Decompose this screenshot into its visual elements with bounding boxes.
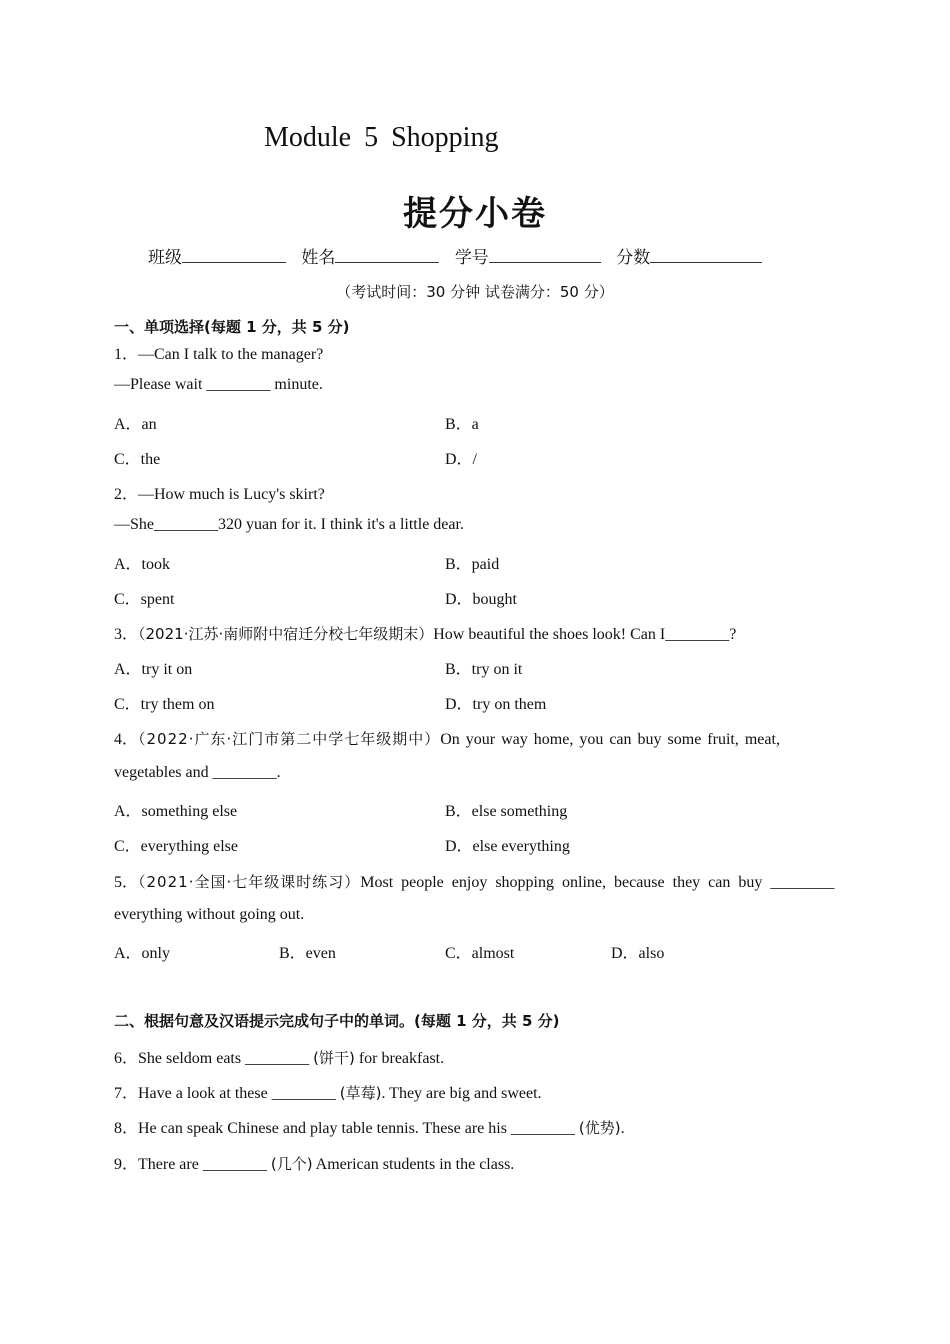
q3-option-b[interactable]: B．try on it [445,661,523,678]
q4-line2: vegetables and ________. [114,764,281,781]
q4-option-a[interactable]: A．something else [114,803,238,820]
q2-option-b[interactable]: B．paid [445,556,500,573]
q5-source: （2021·全国·七年级课时练习） [138,873,361,891]
q1-line2: —Please wait ________ minute. [114,376,323,393]
q3-option-c[interactable]: C．try them on [114,696,215,713]
q9-sentence [114,1151,514,1174]
exam-info: （考试时间：30 分钟 试卷满分：50 分） [336,283,614,301]
q6-sentence [114,1045,444,1068]
score-blank[interactable] [650,246,762,263]
q3-source: （2021·江苏·南师附中宿迁分校七年级期末） [138,625,434,643]
q4-option-b[interactable]: B．else something [445,803,568,820]
q2-line2: —She________320 yuan for it. I think it's a little dear. [114,516,464,533]
q1-stem: 1．—Can I talk to the manager? [114,346,324,363]
score-label: 分数 [616,248,651,268]
q8-hint: (优势) [578,1119,621,1137]
section-2-title: 二、根据句意及汉语提示完成句子中的单词。(每题 1 分，共 5 分) [114,1012,560,1030]
q3-stem [114,621,736,644]
q1-option-b[interactable]: B．a [445,416,479,433]
q5-stem [114,869,834,892]
q3-option-d[interactable]: D．try on them [445,696,547,713]
q6-hint: (饼干) [313,1049,355,1067]
q7-pre: 7．Have a look at these ________ [114,1085,340,1102]
q5-text: Most people enjoy shopping online, because they can buy ________ [360,874,835,891]
q2-option-d[interactable]: D．bought [445,591,518,608]
q9-post: American students in the class. [312,1156,515,1173]
q7-post: . They are big and sweet. [381,1085,542,1102]
q5-line2: everything without going out. [114,906,305,923]
name-blank[interactable] [335,246,439,263]
q2-stem: 2．—How much is Lucy's skirt? [114,486,325,503]
q3-text: How beautiful the shoes look! Can I________? [433,626,737,643]
q2-option-c[interactable]: C．spent [114,591,175,608]
module-title: Module 5 Shopping [264,122,499,153]
q6-post: for breakfast. [354,1050,445,1067]
class-label: 班级 [148,248,182,268]
q5-number: 5． [114,874,139,891]
q1-option-a[interactable]: A．an [114,416,157,433]
q8-pre: 8．He can speak Chinese and play table tennis. These are his ________ [114,1120,579,1137]
q9-hint: (几个) [270,1155,313,1173]
q3-number: 3． [114,626,139,643]
q6-pre: 6．She seldom eats ________ [114,1050,314,1067]
q5-option-c[interactable]: C．almost [445,945,515,962]
section-1-title: 一、单项选择(每题 1 分，共 5 分) [114,318,350,336]
student-id-blank[interactable] [489,246,601,263]
q5-option-a[interactable]: A．only [114,945,171,962]
q7-sentence [114,1080,542,1103]
q4-option-c[interactable]: C．everything else [114,838,238,855]
q4-stem [114,726,780,749]
q4-number: 4． [114,731,139,748]
q1-option-d[interactable]: D．/ [445,451,478,468]
name-label: 姓名 [301,248,336,268]
q1-option-c[interactable]: C．the [114,451,161,468]
q4-source: （2022·广东·江门市第二中学七年级期中） [138,730,441,748]
q8-post: . [620,1120,625,1137]
q7-hint: (草莓) [339,1084,382,1102]
q4-text: On your way home, you can buy some fruit, meat, [440,731,780,748]
q5-option-d[interactable]: D．also [611,945,665,962]
q2-option-a[interactable]: A．took [114,556,171,573]
q9-pre: 9．There are ________ [114,1156,271,1173]
student-id-label: 学号 [454,248,489,268]
q4-option-d[interactable]: D．else everything [445,838,570,855]
q3-option-a[interactable]: A．try it on [114,661,193,678]
q8-sentence [114,1115,625,1138]
q5-option-b[interactable]: B．even [279,945,336,962]
page-title: 提分小卷 [403,194,547,234]
class-blank[interactable] [182,246,286,263]
student-info-row [148,243,772,268]
